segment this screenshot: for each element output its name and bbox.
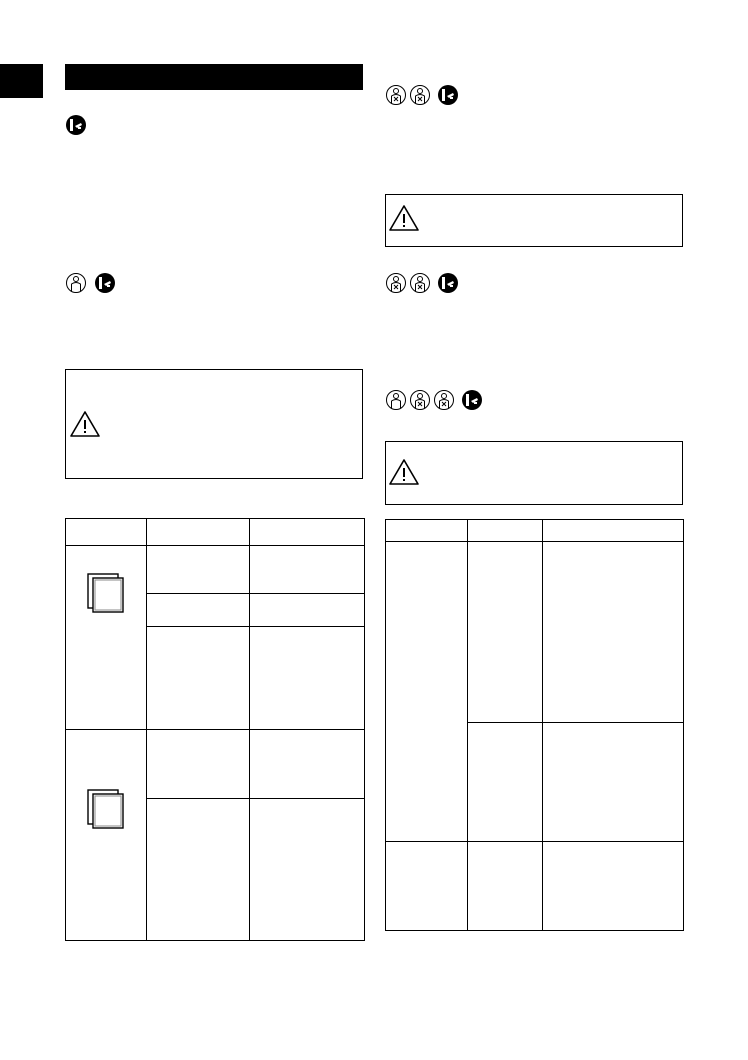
table-icon-cell: [66, 730, 147, 941]
warning-triangle-icon: [69, 410, 101, 438]
table-header-row: [66, 519, 365, 546]
table-cell: [386, 842, 468, 931]
table-cell: [250, 730, 365, 799]
hand-plug-icon: [66, 115, 86, 135]
table-cell: [147, 627, 250, 730]
hand-plug-icon: [462, 390, 482, 410]
technician-icon: [410, 390, 430, 410]
table-header-cell: [66, 519, 147, 546]
hand-plug-icon: [95, 273, 115, 293]
table-cell: [543, 542, 684, 723]
table-header-cell: [250, 519, 365, 546]
table-cell: [250, 799, 365, 941]
table-cell: [468, 542, 543, 723]
table-header-cell: [386, 520, 468, 542]
table-row: [386, 842, 684, 931]
chapter-side-tab: [0, 64, 43, 98]
right-table: [385, 519, 684, 931]
table-cell: [147, 799, 250, 941]
section-header-bar: [65, 64, 363, 90]
document-stack-icon: [86, 572, 126, 614]
person-icon: [386, 390, 406, 410]
table-row: [66, 546, 365, 594]
table-cell: [250, 594, 365, 627]
table-icon-cell: [66, 546, 147, 730]
warning-triangle-icon: [388, 204, 420, 232]
person-icon: [66, 273, 86, 293]
left-table: [65, 518, 365, 941]
technician-icon: [410, 273, 430, 293]
warning-box: [385, 194, 683, 247]
warning-triangle-icon: [388, 458, 420, 486]
table-header-cell: [147, 519, 250, 546]
table-cell: [147, 546, 250, 594]
technician-icon: [386, 273, 406, 293]
table-cell: [468, 842, 543, 931]
technician-icon: [386, 85, 406, 105]
table-cell: [386, 542, 468, 842]
table-cell: [250, 627, 365, 730]
warning-box: [385, 441, 683, 505]
technician-icon: [410, 85, 430, 105]
warning-box: [65, 369, 363, 479]
technician-icon: [434, 390, 454, 410]
hand-plug-icon: [438, 273, 458, 293]
table-cell: [147, 730, 250, 799]
table-cell: [147, 594, 250, 627]
hand-plug-icon: [438, 85, 458, 105]
table-header-cell: [468, 520, 543, 542]
table-cell: [543, 723, 684, 842]
table-cell: [250, 546, 365, 594]
table-header-row: [386, 520, 684, 542]
table-row: [386, 542, 684, 723]
table-cell: [468, 723, 543, 842]
document-stack-icon: [86, 788, 126, 830]
table-header-cell: [543, 520, 684, 542]
table-row: [66, 730, 365, 799]
table-cell: [543, 842, 684, 931]
